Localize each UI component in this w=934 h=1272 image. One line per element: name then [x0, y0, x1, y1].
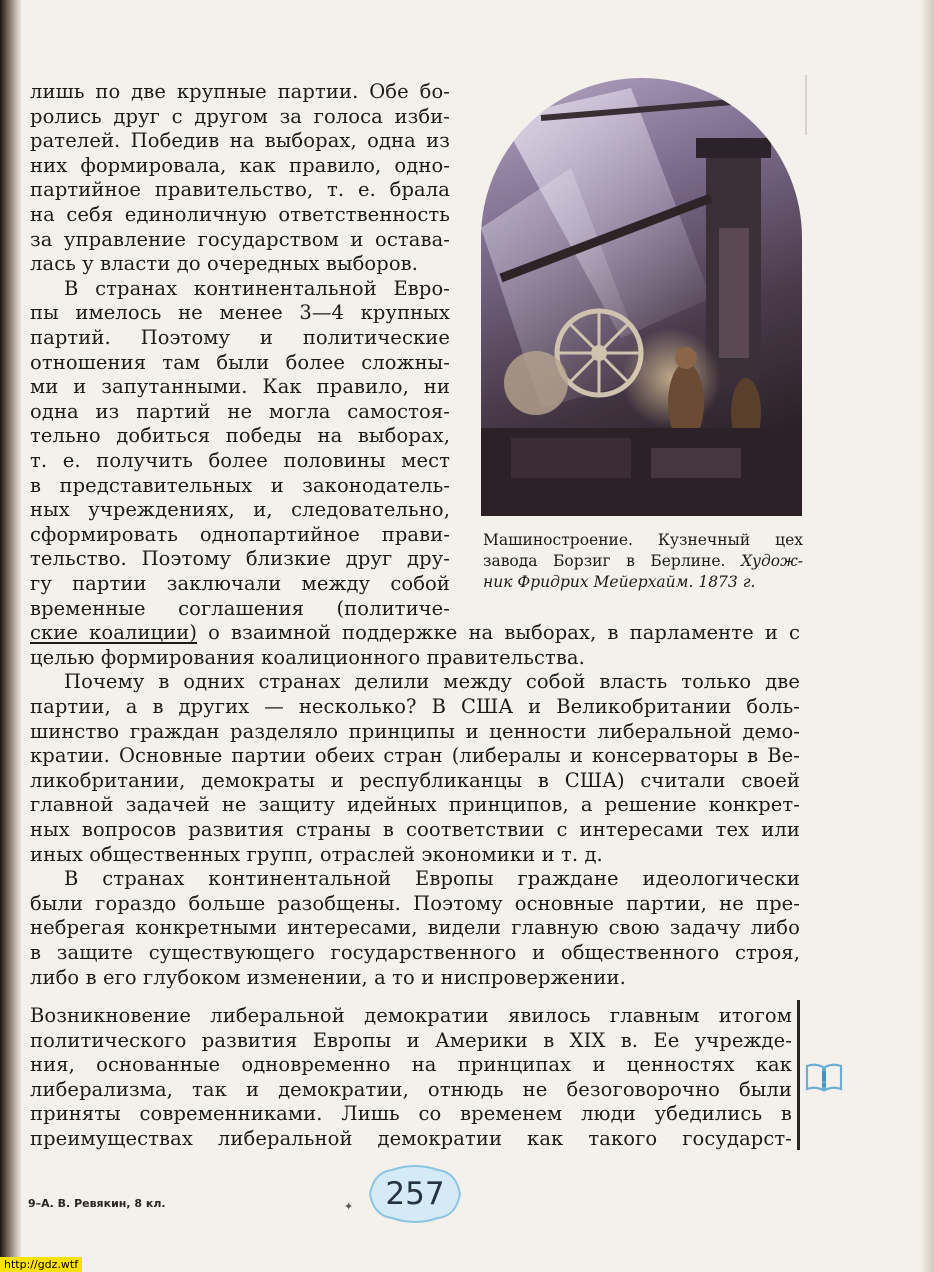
text-line: рателей. Победив на выборах, одна из [30, 129, 450, 153]
watermark: http://gdz.wtf [0, 1257, 82, 1272]
text-line: главной задачей не защиту идейных принципов, а решение конкрет- [30, 793, 800, 817]
text-line: тельно добиться победы на выборах, [30, 424, 450, 448]
text-line: сформировать однопартийное прави- [30, 522, 450, 546]
text-line: одна из партий не могла самостоя- [30, 399, 450, 423]
definition-line: приняты современниками. Лишь со временем люди убедились в [30, 1102, 792, 1126]
text-line: них формировала, как правило, одно- [30, 153, 450, 177]
definition-line: либерализма, так и демократии, отнюдь не безоговорочно были [30, 1077, 792, 1101]
print-mark: ✦ [344, 1200, 354, 1213]
text-line: лишь по две крупные партии. Обе бо- [30, 80, 450, 103]
text-line: отношения там были более сложны- [30, 350, 450, 374]
text-line: кратии. Основные партии обеих стран (либералы и консерваторы в Ве- [30, 744, 800, 768]
text-line: В странах континентальной Европы граждане идеологически [64, 867, 800, 891]
text-line: тельство. Поэтому близкие друг дру- [30, 547, 450, 571]
forge-painting [481, 78, 802, 516]
text-line: небрегая конкретными интересами, видели главную свою задачу либо [30, 916, 800, 940]
definition-line: ния, основанные одновременно на принципах и ценностях как [30, 1053, 792, 1077]
text-line: Почему в одних странах делили между собой власть только две [64, 670, 800, 694]
term-line [30, 621, 800, 646]
text-line: лась у власти до очередных выборов. [30, 252, 419, 276]
text-line: т. е. получить более половины мест [30, 449, 450, 472]
text-line: ролись друг с другом за голоса изби- [30, 104, 450, 128]
book-spine-shadow [0, 0, 22, 1272]
term-line-rest: о взаимной поддержке на выборах, в парламенте и с [197, 621, 800, 645]
definition-marker-bar [797, 1000, 800, 1150]
footer-note: 9–А. В. Ревякин, 8 кл. [28, 1197, 166, 1210]
caption-line: Машиностроение. Кузнечный цех [483, 531, 803, 549]
text-line: в представительных и законодатель- [30, 473, 450, 497]
text-line: гу партии заключали между собой [30, 572, 450, 595]
text-line: ликобритании, демократы и республиканцы в США) считали своей [30, 768, 800, 792]
book-exclamation-icon [804, 1060, 844, 1094]
text-line: иных общественных групп, отраслей экономики и т. д. [30, 842, 603, 866]
text-line: партии, а в других — несколько? В США и Великобритании боль- [30, 695, 800, 718]
caption-line [483, 572, 803, 593]
text-line: партий. Поэтому и политические [30, 326, 450, 349]
page-edge [920, 0, 934, 1272]
caption-artist-date: ник Фридрих Мейерхайм. 1873 г. [483, 573, 756, 591]
text-line: ных вопросов развития страны в соответствии с интересами тех или [30, 818, 800, 841]
text-line: временные соглашения (политиче- [30, 596, 450, 620]
text-line: партийное правительство, т. е. брала [30, 178, 450, 202]
text-line: целью формирования коалиционного правительства. [30, 645, 585, 669]
caption-artist: Худож- [740, 552, 803, 570]
figure-caption [483, 530, 803, 593]
text-line: ми и запутанными. Как правило, ни [30, 375, 450, 399]
page-number: 257 [385, 1176, 445, 1212]
text-line: шинство граждан разделяло принципы и ценности либеральной демо- [30, 719, 800, 743]
text-line: за управление государством и остава- [30, 227, 450, 251]
definition-line: Возникновение либеральной демократии явилось главным итогом [30, 1004, 792, 1027]
text-line: ных учреждениях, и, следовательно, [30, 498, 450, 522]
text-line: в защите существующего государственного и общественного строя, [30, 941, 800, 964]
definition-line: политического развития Европы и Америки в XIX в. Ее учрежде- [30, 1028, 792, 1052]
page-number-badge [360, 1160, 470, 1228]
definition-line: преимуществах либеральной демократии как такого государст- [30, 1127, 792, 1150]
text-line: были гораздо больше разобщены. Поэтому основные партии, не пре- [30, 891, 800, 915]
text-line: пы имелось не менее 3—4 крупных [30, 301, 450, 325]
caption-text: завода Борзиг в Берлине. [483, 552, 741, 570]
text-line: на себя единоличную ответственность [30, 203, 450, 226]
term-political-coalitions: ские коалиции) [30, 621, 198, 645]
text-line: либо в его глубоком изменении, а то и ниспровержении. [30, 965, 626, 989]
bleed-through-mark [805, 75, 847, 135]
text-line: В странах континентальной Евро- [64, 276, 450, 300]
caption-line [483, 551, 803, 572]
